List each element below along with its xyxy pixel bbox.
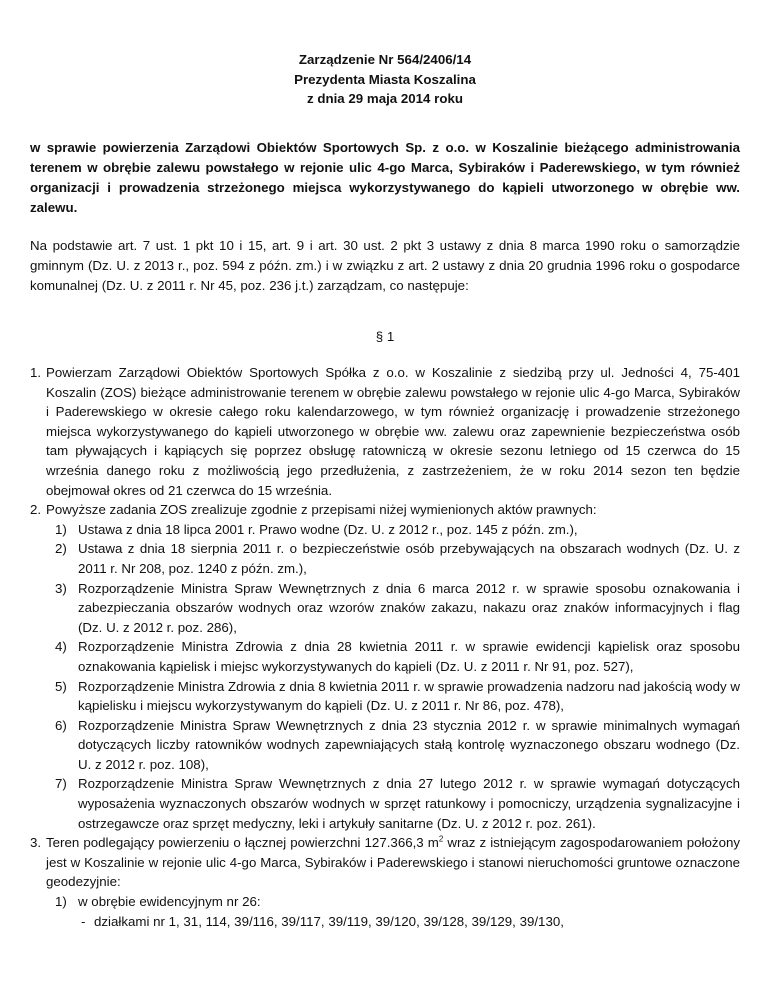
- act-item: [46, 774, 740, 833]
- act-number: 1): [55, 521, 67, 537]
- item-text-part: Teren podlegający powierzeniu o łącznej powierzchni 127.366,3 m: [46, 835, 439, 851]
- precinct-number: 1): [55, 894, 67, 910]
- legal-basis-paragraph: Na podstawie art. 7 ust. 1 pkt 10 i 15, art. 9 i art. 30 ust. 2 pkt 3 ustawy z dnia 8 marca 1990 roku o samorządzie gminnym (Dz. U. z 2013 r., poz. 594 z późn. zm.) i w związku z art. 2 ustawy z dnia 20 grudnia 1996 roku o gospodarce komunalnej (Dz. U. z 2011 r. Nr 45, poz. 236 j.t.) zarządzam, co następuje:: [30, 238, 740, 293]
- act-number: 6): [55, 717, 67, 733]
- ordinance-number: Zarządzenie Nr 564/2406/14: [298, 52, 472, 67]
- section-heading: § 1: [375, 329, 395, 344]
- section-content: [30, 363, 740, 931]
- superscript: 2: [438, 834, 444, 844]
- act-text: Rozporządzenie Ministra Zdrowia z dnia 8 kwietnia 2011 r. w sprawie prowadzenia nadzoru nad jakością wody w kąpielisku i miejscu wykorzystywanym do kąpieli (Dz. U. z 2011 r. Nr 86, poz. 478),: [78, 678, 740, 714]
- act-text: Ustawa z dnia 18 lipca 2001 r. Prawo wodne (Dz. U. z 2012 r., poz. 145 z późn. zm.),: [78, 521, 578, 537]
- precinct-item: [46, 892, 740, 912]
- precinct-text: w obrębie ewidencyjnym nr 26:: [78, 894, 261, 910]
- act-number: 7): [55, 776, 67, 792]
- ordinance-date: z dnia 29 maja 2014 roku: [307, 91, 463, 106]
- act-number: 2): [55, 541, 67, 557]
- dash-marker: -: [81, 913, 86, 929]
- item-number: 1.: [30, 365, 42, 380]
- item-text: Powierzam Zarządowi Obiektów Sportowych Spółka z o.o. w Koszalinie z siedzibą przy ul. Jedności 4, 75-401 Koszalin (ZOS) bieżące administrowanie terenem w obrębie zalewu powstałego w rejonie ulic 4-go Marca, Sybiraków i Paderewskiego w okresie całego roku kalendarzowego, w tym również organizację i prowadzenie strzeżonego miejsca wykorzystywanego do kąpieli utworzonego w obrębie ww. zalewu oraz zapewnienie bezpieczeństwa osób tam pływających i kąpiących się poprzez obsługę ratowniczą w okresie sezonu letniego od 15 czerwca do 15 września danego roku z możliwością jego przedłużenia, z zastrzeżeniem, że w roku 2014 sezon ten będzie obejmował okres od 21 czerwca do 15 września.: [46, 365, 740, 498]
- plots-item: [78, 912, 740, 932]
- act-text: Ustawa z dnia 18 sierpnia 2011 r. o bezpieczeństwie osób przebywających na obszarach wodnych (Dz. U. z 2011 r. Nr 208, poz. 1240 z późn. zm.),: [78, 541, 740, 576]
- act-item: [46, 520, 740, 540]
- list-item: [30, 363, 740, 500]
- plots-text: działkami nr 1, 31, 114, 39/116, 39/117, 39/119, 39/120, 39/128, 39/129, 39/130,: [94, 913, 564, 929]
- act-number: 4): [55, 639, 67, 655]
- item-text: Powyższe zadania ZOS zrealizuje zgodnie z przepisami niżej wymienionych aktów prawnych:: [46, 502, 597, 518]
- list-item: [30, 833, 740, 892]
- act-text: Rozporządzenie Ministra Spraw Wewnętrznych z dnia 6 marca 2012 r. w sprawie sposobu oznakowania i zabezpieczania obszarów wodnych oraz wzorów znaków zakazu, nakazu oraz znaków informacyjnych i flag (Dz. U. z 2012 r. poz. 286),: [78, 580, 740, 635]
- issuer: Prezydenta Miasta Koszalina: [294, 71, 476, 87]
- list-item: [30, 500, 740, 520]
- act-text: Rozporządzenie Ministra Spraw Wewnętrznych z dnia 23 stycznia 2012 r. w sprawie minimalnych wymagań dotyczących liczby ratowników wodnych zapewniających stałą kontrolę wyznaczonego obszaru wodnego (Dz. U. z 2012 r. poz. 108),: [78, 717, 740, 772]
- item-number: 2.: [30, 502, 42, 518]
- act-item: [46, 539, 740, 578]
- item-number: 3.: [30, 835, 42, 851]
- document-header: [30, 50, 740, 109]
- ordinance-subject: w sprawie powierzenia Zarządowi Obiektów Sportowych Sp. z o.o. w Koszalinie bieżącego administrowania terenem w obrębie zalewu powstałego w rejonie ulic 4-go Marca, Sybiraków i Paderewskiego, w tym również organizacji i prowadzenia strzeżonego miejsca wykorzystywanego do kąpieli utworzonego w obrębie ww. zalewu.: [30, 140, 740, 215]
- act-number: 5): [55, 678, 67, 694]
- act-item: [46, 579, 740, 638]
- act-item: [46, 716, 740, 775]
- act-text: Rozporządzenie Ministra Spraw Wewnętrznych z dnia 27 lutego 2012 r. w sprawie wymagań dotyczących wyposażenia wyznaczonych obszarów wodnych w sprzęt ratunkowy i pomocniczy, urządzenia sygnalizacyjne i ostrzegawcze oraz sprzęt medyczny, leki i artykuły sanitarne (Dz. U. z 2012 r. poz. 261).: [78, 776, 740, 831]
- act-item: [46, 677, 740, 716]
- act-number: 3): [55, 580, 67, 596]
- act-item: [46, 637, 740, 676]
- item-text-part: wraz z istniejącym zagospodarowaniem położony jest w Koszalinie w rejonie ulic 4-go Marca, Sybiraków i Paderewskiego i stanowi nieruchomości gruntowe oznaczone geodezyjnie:: [46, 835, 741, 890]
- act-text: Rozporządzenie Ministra Zdrowia z dnia 28 kwietnia 2011 r. w sprawie ewidencji kąpielisk oraz sposobu oznakowania kąpielisk i miejsc wykorzystywanych do kąpieli (Dz. U. z 2011 r. Nr 91, poz. 527),: [78, 639, 740, 674]
